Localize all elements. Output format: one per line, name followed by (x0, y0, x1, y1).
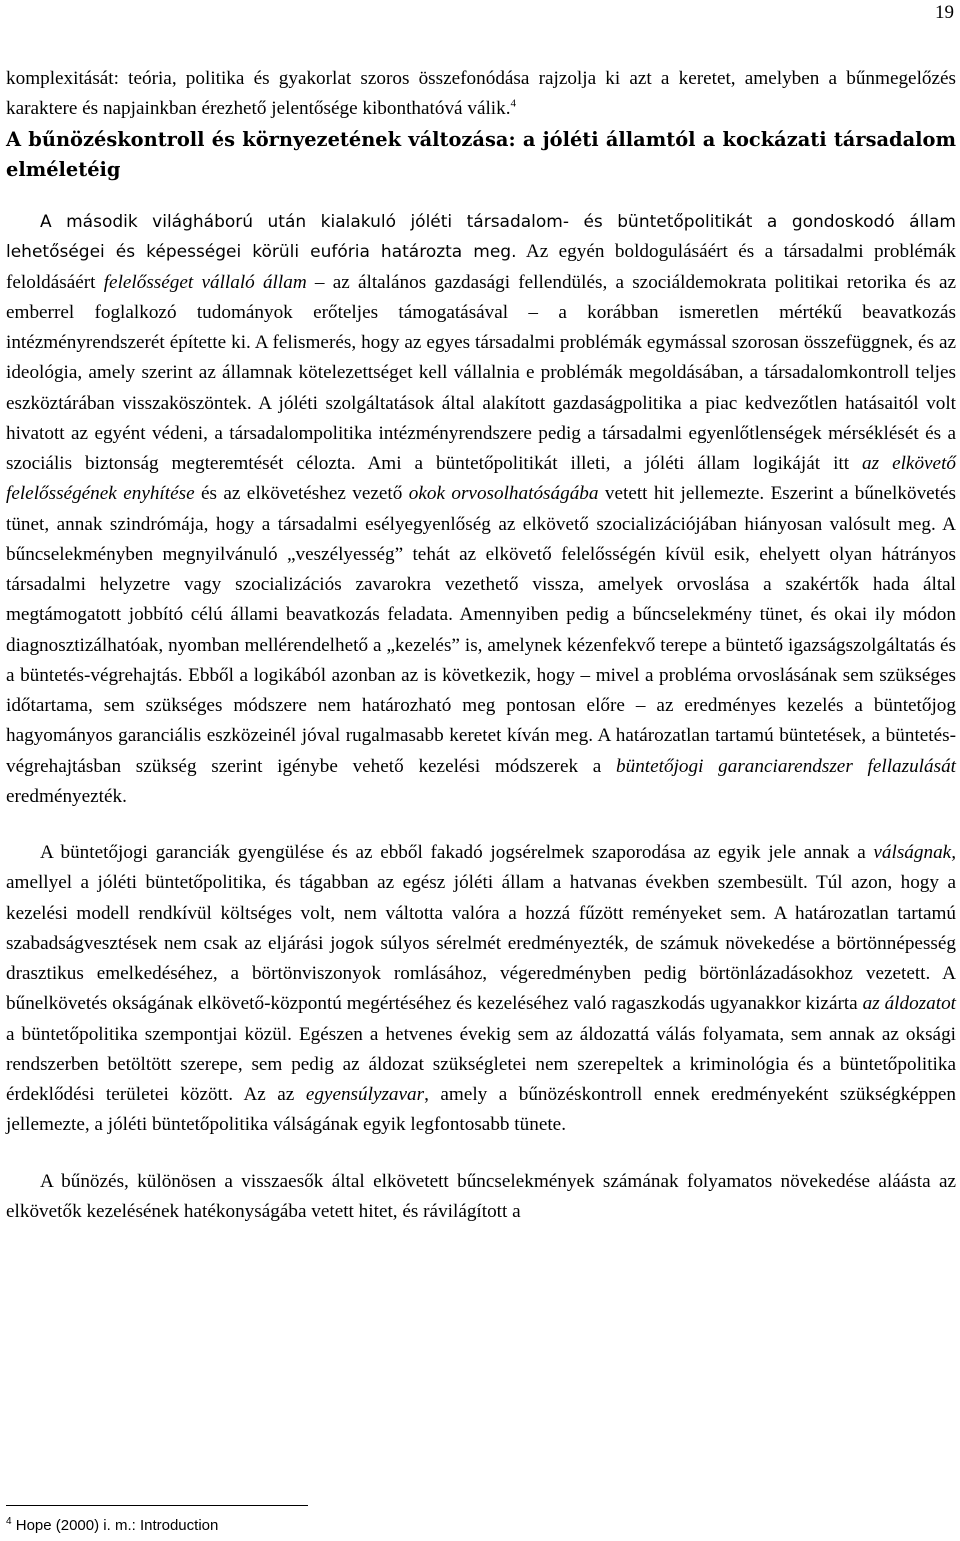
section-heading: A bűnözéskontroll és környezetének változása: a jóléti államtól a kockázati társadalom elméletéig (6, 127, 956, 181)
intro-paragraph (6, 64, 956, 125)
text-run: amellyel a jóléti büntetőpolitika, és tágabban az egész jóléti állam a hatvanas években szembesült. Túl azon, hogy a kezelési modell rendkívül költséges volt, nem váltotta valóra a hozzá fűzött reményeket sem. A határozatlan tartamú szabadságvesztések nem csak az eljárási jogok súlyos sérelmét eredményezték, de számuk növekedése a börtönnépesség drasztikus emelkedéséhez, a börtönviszonyok romlásához, végeredményben pedig börtönlázadásokhoz vezetett. A bűnelkövetés okságának elkövető-központú megértéséhez és kezeléséhez való ragaszkodás ugyanakkor kizárta (6, 872, 956, 1015)
footnote-reference[interactable]: 4 (510, 97, 517, 110)
text-run: a büntetőpolitika szempontjai közül. Egészen a hetvenes évekig sem az áldozattá válás folyamata, sem annak az oksági rendszerben betöltött szerepe, sem pedig az áldozat szükségletei nem szerepeltek a kriminológia és a büntetőpolitika érdeklődési területei között. Az az (6, 1023, 956, 1105)
paragraph-recidivism: A bűnözés, különösen a visszaesők által elkövetett bűncselekmények számának folyamatos növekedése aláásta az elkövetők kezelésének hatékonyságába vetett hitet, és rávilágított a (6, 1170, 956, 1222)
paragraph-text-serif (6, 241, 956, 807)
text-run: Az egyén boldogulásáért és a társadalmi problémák feloldásáért (6, 241, 957, 293)
text-run: és az elkövetéshez vezető (194, 483, 409, 505)
intro-text: komplexitását: teória, politika és gyakorlat szoros összefonódása rajzolja ki azt a keretet, amelyben a bűnmegelőzés karaktere és napjainkban érezhető jelentősége kibonthatóvá válik. (6, 68, 956, 120)
emphasis-text: felelősséget vállaló állam (103, 271, 307, 293)
text-run: A büntetőjogi garanciák gyengülése és az ebből fakadó jogsérelmek szaporodása az egyik jele annak a (40, 842, 874, 863)
footnote-number: 4 (6, 1516, 12, 1527)
footnote (6, 1516, 218, 1536)
emphasis-text: az elkövető felelősségének enyhítése (6, 453, 956, 505)
footnote-text: Hope (2000) i. m.: Introduction (11, 1517, 219, 1534)
text-run: vetett hit jellemezte. Eszerint a bűnelkövetés tünet, annak szindrómája, hogy a társadalmi esélyegyenlőség az elkövető szocializációjában hiányosan valósult meg. A bűncselekményben megnyilvánuló „veszélyesség” tehát az elkövető felelősségén kívül esik, ehelyett olyan hátrányos társadalmi helyzetre vagy szocializációs zavarokra vezethető vissza, amelyek orvoslása a szakértők hada által megtámogatott jobbító célú állami beavatkozás feladata. Amennyiben pedig a bűncselekmény tünet, és okai ily módon diagnosztizálhatóak, nyomban mellérendelhető a „kezelés” is, amelynek kézenfekvő terepe a büntető igazságszolgáltatás és a büntetés-végrehajtás. Ebből a logikából azonban az is következik, hogy – mivel a probléma orvoslásának sem szükséges időtartama, sem szükséges módszere nem határozható meg pontosan előre – az eredményes kezelés a büntetőjog hagyományos garanciális eszközeinél jóval rugalmasabb keretet kíván meg. A határozatlan tartamú büntetések, a büntetés-végrehajtásban szükség szerint igénybe vehető kezelési módszerek a (6, 483, 956, 777)
page-body (6, 64, 956, 1227)
text-run: – az általános gazdasági fellendülés, a szociáldemokrata politikai retorika és az emberrel foglalkozó tudományok erőteljes támogatásával – a korábban ismeretlen mértékű beavatkozás intézményrendszerét építette ki. A felismerés, hogy az egyes társadalmi problémák egymással szorosan összefüggnek, és az ideológia, amely szerint az államnak kötelezettséget kell vállalnia e problémák megoldásában, a társadalomkontroll teljes eszköztárában visszaköszöntek. A jóléti szolgáltatások által alakított gazdaságpolitika a piac kedvezőtlen hatásaitól volt hivatott az egyént védeni, a társadalompolitika intézményrendszere pedig a társadalmi egyenlőtlenségek mérséklését és a szociális biztonság megteremtését célozta. Ami a büntetőpolitikát illeti, a jóléti állam logikáját itt (6, 271, 956, 474)
paragraph-text-sans: A második világháború után kialakuló jóléti társadalom- és büntetőpolitikát a gondoskodó állam lehetőségei és képességei körüli eufória határozta meg. (6, 212, 956, 263)
emphasis-text: válságnak, (873, 842, 956, 863)
paragraph-welfare-state (6, 207, 956, 812)
footnote-divider (6, 1505, 308, 1506)
text-run: eredményezték. (6, 785, 127, 807)
page-number: 19 (935, 2, 954, 23)
emphasis-text: büntetőjogi garanciarendszer fellazulását (616, 755, 956, 777)
emphasis-text: okok orvosolhatóságába (408, 483, 599, 505)
emphasis-text: egyensúlyzavar (305, 1084, 425, 1105)
emphasis-text: az áldozatot (862, 993, 956, 1015)
paragraph-crisis (6, 838, 956, 1141)
text-run: , amely a bűnözéskontroll ennek eredményeként szükségképpen jellemezte, a jóléti büntetőpolitika válságának egyik legfontosabb tünete. (6, 1084, 956, 1136)
